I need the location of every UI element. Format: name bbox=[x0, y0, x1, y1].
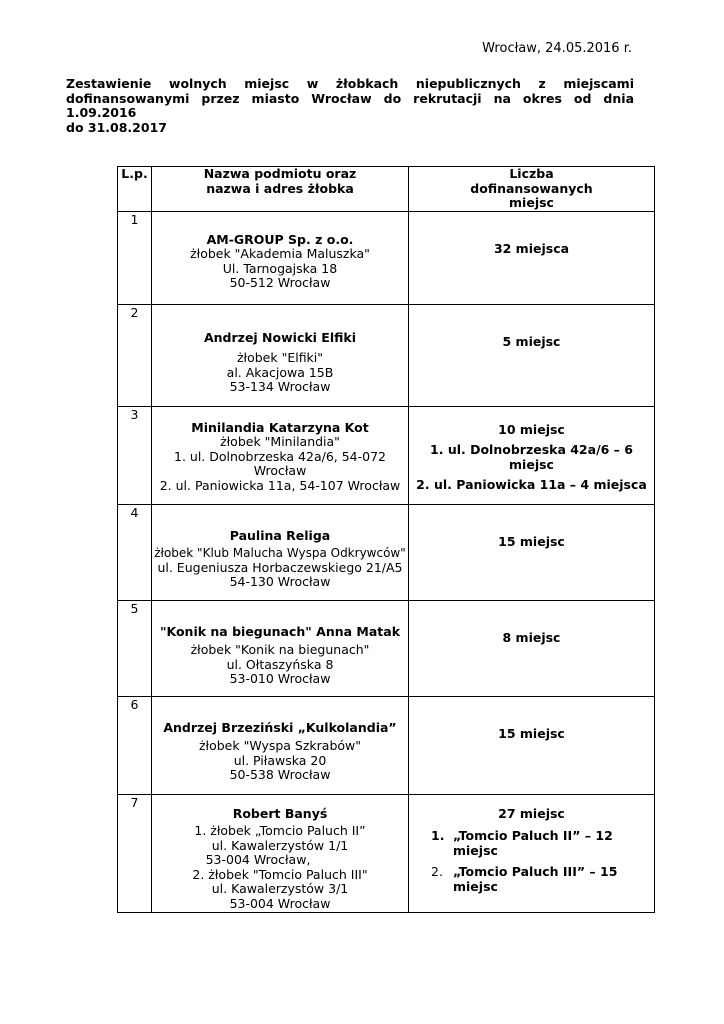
header-count-line-3: miejsc bbox=[509, 195, 554, 210]
table-row bbox=[118, 406, 655, 504]
list-item-number: 2. bbox=[431, 864, 443, 879]
row-number: 5 bbox=[118, 600, 152, 696]
entity-line: 1. żłobek „Tomcio Paluch II” bbox=[194, 823, 366, 838]
header-count-line-1: Liczba bbox=[509, 166, 554, 181]
entity-name: Andrzej Brzeziński „Kulkolandia” bbox=[163, 719, 397, 735]
entity-line: 50-538 Wrocław bbox=[229, 767, 331, 782]
header-name bbox=[152, 167, 409, 212]
list-item bbox=[429, 829, 640, 858]
entity-line: żłobek "Klub Malucha Wyspa Odkrywców" bbox=[154, 546, 406, 560]
row-count: 15 miejsc bbox=[409, 504, 655, 600]
row-entity bbox=[152, 600, 409, 696]
entity-line: ul. Kawalerzystów 1/1 bbox=[211, 837, 349, 853]
document-heading bbox=[66, 77, 634, 135]
row-count: 15 miejsc bbox=[409, 696, 655, 794]
table-row bbox=[118, 504, 655, 600]
nurseries-table bbox=[117, 166, 655, 913]
row-number: 3 bbox=[118, 406, 152, 504]
row-number: 7 bbox=[118, 794, 152, 912]
row-entity bbox=[152, 211, 409, 304]
entity-line: 1. ul. Dolnobrzeska 42a/6, 54-072 bbox=[174, 448, 386, 464]
row-number: 4 bbox=[118, 504, 152, 600]
row-entity bbox=[152, 696, 409, 794]
entity-line: 53-010 Wrocław bbox=[229, 671, 331, 686]
entity-name: Paulina Religa bbox=[229, 527, 331, 543]
entity-line: ul. Ołtaszyńska 8 bbox=[226, 656, 334, 672]
list-item bbox=[429, 865, 640, 894]
entity-line: żłobek "Minilandia" bbox=[220, 434, 340, 449]
entity-name: Andrzej Nowicki Elfiki bbox=[203, 329, 356, 345]
entity-line: żłobek "Konik na biegunach" bbox=[190, 642, 370, 657]
count-detail: 2. ul. Paniowicka 11a – 4 miejsca bbox=[416, 477, 647, 492]
count-detail: 1. ul. Dolnobrzeska 42a/6 – 6 bbox=[430, 442, 633, 457]
row-entity bbox=[152, 794, 409, 912]
entity-line: al. Akacjowa 15B bbox=[226, 364, 334, 380]
header-name-line-1: Nazwa podmiotu oraz bbox=[203, 166, 357, 181]
heading-line-1: Zestawienie wolnych miejsc w żłobkach niepublicznych z miejscami bbox=[66, 76, 634, 91]
entity-line: Ul. Tarnogajska 18 bbox=[222, 260, 338, 276]
entity-name: "Konik na biegunach" Anna Matak bbox=[159, 623, 401, 639]
entity-line: żłobek "Akademia Maluszka" bbox=[190, 246, 370, 261]
table-header-row bbox=[118, 167, 655, 212]
list-item-number: 1. bbox=[431, 828, 445, 843]
row-number: 2 bbox=[118, 304, 152, 406]
row-count bbox=[409, 794, 655, 912]
entity-name: Minilandia Katarzyna Kot bbox=[191, 419, 369, 435]
table-row bbox=[118, 600, 655, 696]
list-item-text: „Tomcio Paluch II” – 12 miejsc bbox=[453, 828, 613, 858]
row-entity bbox=[152, 304, 409, 406]
table-row bbox=[118, 794, 655, 912]
entity-line: Wrocław bbox=[253, 463, 307, 478]
document-date: Wrocław, 24.05.2016 r. bbox=[482, 41, 632, 56]
table-row bbox=[118, 696, 655, 794]
count-total: 10 miejsc bbox=[498, 421, 565, 437]
entity-line: ul. Kawalerzystów 3/1 bbox=[211, 881, 349, 896]
entity-line: 54-130 Wrocław bbox=[229, 574, 331, 589]
entity-name: Robert Banyś bbox=[232, 805, 328, 821]
row-number: 6 bbox=[118, 696, 152, 794]
heading-line-2: dofinansowanymi przez miasto Wrocław do rekrutacji na okres od dnia 1.09.2016 bbox=[66, 90, 634, 120]
entity-line: ul. Piławska 20 bbox=[233, 752, 327, 768]
row-number: 1 bbox=[118, 211, 152, 304]
header-name-line-2: nazwa i adres żłobka bbox=[206, 180, 354, 196]
table-row bbox=[118, 211, 655, 304]
entity-line: 53-004 Wrocław, bbox=[205, 852, 311, 867]
row-count: 32 miejsca bbox=[409, 211, 655, 304]
entity-line: żłobek "Wyspa Szkrabów" bbox=[198, 738, 362, 753]
entity-line: 53-134 Wrocław bbox=[229, 379, 331, 394]
entity-line: żłobek "Elfiki" bbox=[236, 350, 324, 365]
table-row bbox=[118, 304, 655, 406]
entity-line: 53-004 Wrocław bbox=[229, 895, 331, 911]
count-detail: miejsc bbox=[509, 456, 554, 472]
header-count-line-2: dofinansowanych bbox=[470, 180, 593, 196]
row-entity bbox=[152, 406, 409, 504]
heading-line-3: do 31.08.2017 bbox=[66, 119, 167, 135]
list-item-text: „Tomcio Paluch III” – 15 miejsc bbox=[453, 864, 618, 894]
entity-line: 2. ul. Paniowicka 11a, 54-107 Wrocław bbox=[159, 477, 401, 493]
count-list bbox=[409, 829, 654, 894]
header-lp: L.p. bbox=[118, 167, 152, 212]
row-entity bbox=[152, 504, 409, 600]
header-count bbox=[409, 167, 655, 212]
row-count: 8 miejsc bbox=[409, 600, 655, 696]
entity-line: 50-512 Wrocław bbox=[229, 275, 331, 290]
count-total: 27 miejsc bbox=[498, 805, 565, 821]
entity-line: 2. żłobek "Tomcio Paluch III" bbox=[192, 866, 368, 882]
entity-name: AM-GROUP Sp. z o.o. bbox=[206, 231, 354, 247]
entity-line: ul. Eugeniusza Horbaczewskiego 21/A5 bbox=[157, 559, 403, 575]
row-count: 5 miejsc bbox=[409, 304, 655, 406]
row-count bbox=[409, 406, 655, 504]
